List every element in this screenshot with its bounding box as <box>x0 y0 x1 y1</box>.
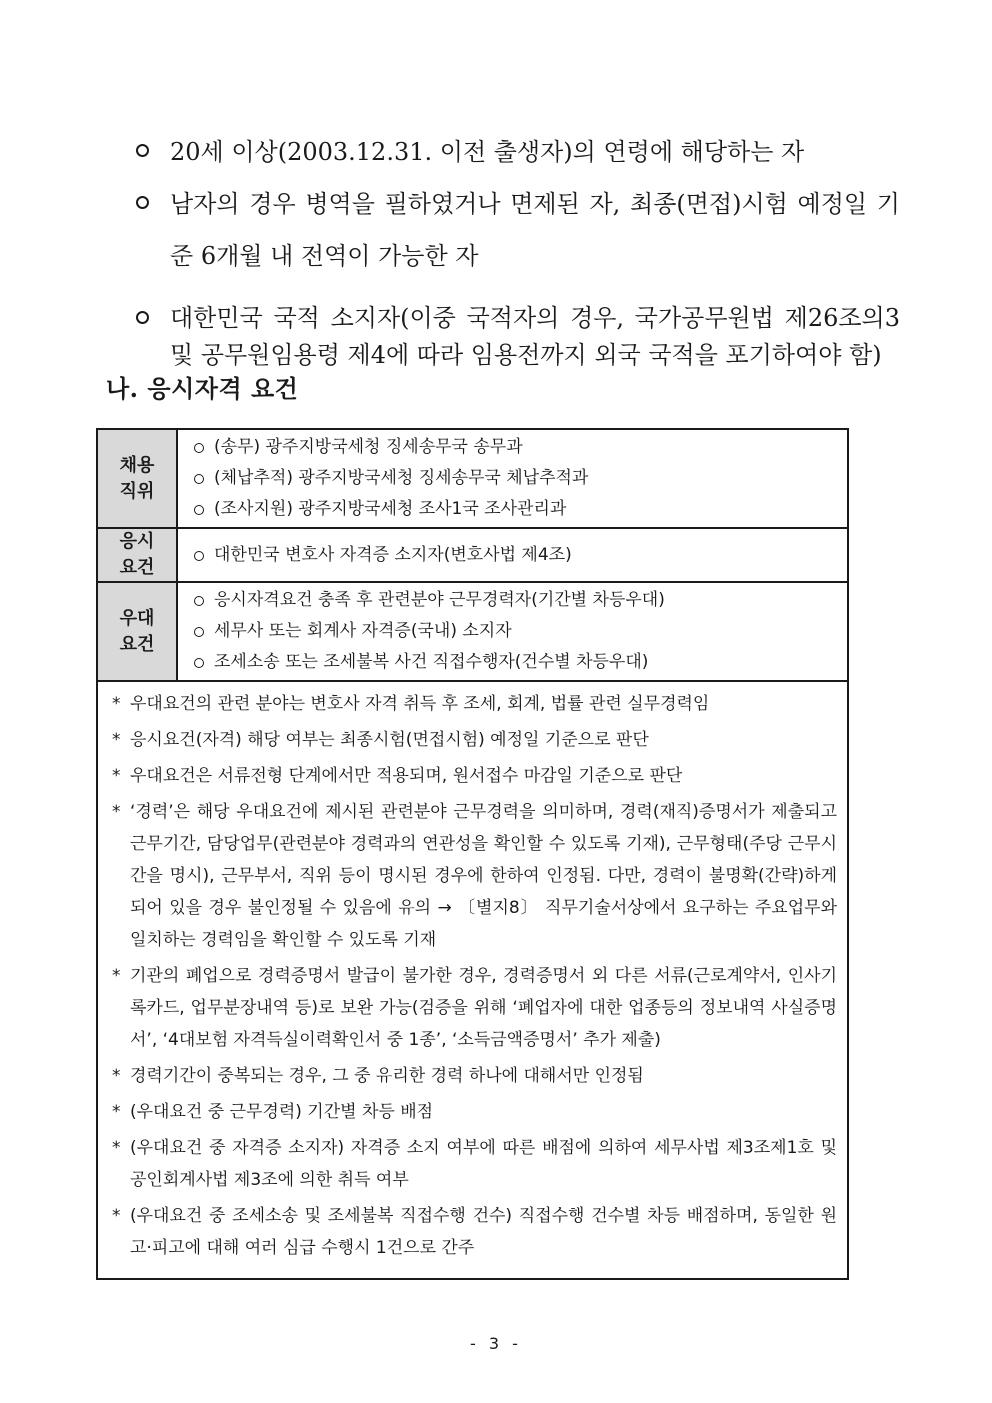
list-item <box>190 647 837 678</box>
list-item <box>190 585 837 616</box>
row-content-preference <box>177 582 848 681</box>
item-text: 세무사 또는 회계사 자격증(국내) 소지자 <box>214 621 512 641</box>
table-row-preference <box>97 582 848 681</box>
qualification-item <box>136 300 900 374</box>
qualification-item <box>136 178 900 282</box>
note-text: 응시요건(자격) 해당 여부는 최종시험(면접시험) 예정일 기준으로 판단 <box>130 730 649 750</box>
row-label-line: 채용 <box>119 454 155 476</box>
table-row-position <box>97 429 848 528</box>
circle-bullet-icon <box>194 596 204 606</box>
item-text: (송무) 광주지방국세청 징세송무국 송무과 <box>214 437 523 457</box>
list-item <box>190 494 837 525</box>
list-item <box>190 616 837 647</box>
qualification-item <box>136 126 900 178</box>
note-item <box>112 1060 837 1092</box>
row-label-line: 직위 <box>119 480 155 502</box>
circle-bullet-icon <box>136 196 149 209</box>
note-item <box>112 724 837 756</box>
row-label-line: 우대 <box>119 607 155 629</box>
row-label-position <box>97 429 177 528</box>
table-row-eligibility <box>97 528 848 582</box>
note-text: (우대요건 중 자격증 소지자) 자격증 소지 여부에 따른 배점에 의하여 세무사법 제3조제1호 및 공인회계사법 제3조에 의한 취득 여부 <box>130 1138 837 1190</box>
circle-bullet-icon <box>136 311 149 324</box>
qualification-list <box>136 126 900 374</box>
note-text: 경력기간이 중복되는 경우, 그 중 유리한 경력 하나에 대해서만 인정됨 <box>130 1066 644 1086</box>
note-item <box>112 760 837 792</box>
note-item <box>112 688 837 720</box>
qualification-text: 20세 이상(2003.12.31. 이전 출생자)의 연령에 해당하는 자 <box>170 138 805 166</box>
table-row-notes <box>97 681 848 1279</box>
note-marker: * <box>112 1206 121 1226</box>
circle-bullet-icon <box>194 474 204 484</box>
note-marker: * <box>112 1102 121 1122</box>
row-label-line: 요건 <box>119 557 155 578</box>
note-text: 우대요건의 관련 분야는 변호사 자격 취득 후 조세, 회계, 법률 관련 실무경력임 <box>130 694 710 714</box>
requirements-table <box>96 428 849 1280</box>
note-marker: * <box>112 694 121 714</box>
circle-bullet-icon <box>194 658 204 668</box>
row-label-preference <box>97 582 177 681</box>
row-label-line: 요건 <box>119 633 155 655</box>
circle-bullet-icon <box>194 443 204 453</box>
item-text: 응시자격요건 충족 후 관련분야 근무경력자(기간별 차등우대) <box>214 590 665 610</box>
page-number: - 3 - <box>470 1334 522 1353</box>
note-marker: * <box>112 802 121 822</box>
circle-bullet-icon <box>194 627 204 637</box>
note-text: 우대요건은 서류전형 단계에서만 적용되며, 원서접수 마감일 기준으로 판단 <box>130 766 683 786</box>
item-text: (체납추적) 광주지방국세청 징세송무국 체납추적과 <box>214 468 589 488</box>
note-marker: * <box>112 1138 121 1158</box>
item-text: 조세소송 또는 조세불복 사건 직접수행자(건수별 차등우대) <box>214 652 649 672</box>
item-text: (조사지원) 광주지방국세청 조사1국 조사관리과 <box>214 499 567 519</box>
note-text: (우대요건 중 근무경력) 기간별 차등 배점 <box>130 1102 434 1122</box>
list-item <box>190 540 837 571</box>
note-marker: * <box>112 1066 121 1086</box>
qualification-text: 남자의 경우 병역을 필하였거나 면제된 자, 최종(면접)시험 예정일 기준 6개월 내 전역이 가능한 자 <box>170 190 900 270</box>
notes-cell <box>97 681 848 1279</box>
note-marker: * <box>112 766 121 786</box>
circle-bullet-icon <box>194 551 204 561</box>
circle-bullet-icon <box>136 144 149 157</box>
note-item <box>112 1200 837 1264</box>
item-text: 대한민국 변호사 자격증 소지자(변호사법 제4조) <box>214 544 572 565</box>
list-item <box>190 463 837 494</box>
row-label-line: 응시 <box>119 531 155 552</box>
note-item <box>112 1132 837 1196</box>
section-heading: 나. 응시자격 요건 <box>106 374 299 403</box>
note-text: 기관의 폐업으로 경력증명서 발급이 불가한 경우, 경력증명서 외 다른 서류(근로계약서, 인사기록카드, 업무분장내역 등)로 보완 가능(검증을 위해 ‘폐업자에 대한 업종등의 정보내역 사실증명서’, ‘4대보험 자격득실이력확인서 중 1종’, ‘소득금액증명서’ 추가 제출) <box>130 966 837 1050</box>
row-label-eligibility <box>97 528 177 582</box>
note-marker: * <box>112 730 121 750</box>
qualification-text: 대한민국 국적 소지자(이중 국적자의 경우, 국가공무원법 제26조의3 및 공무원임용령 제4에 따라 임용전까지 외국 국적을 포기하여야 함) <box>170 304 900 369</box>
row-content-position <box>177 429 848 528</box>
note-text: ‘경력’은 해당 우대요건에 제시된 관련분야 근무경력을 의미하며, 경력(재직)증명서가 제출되고 근무기간, 담당업무(관련분야 경력과의 연관성을 확인할 수 있도록 기재), 근무형태(주당 근무시간을 명시), 근무부서, 직위 등이 명시된 경우에 한하여 인정됨. 다만, 경력이 불명확(간략)하게 되어 있을 경우 불인정될 수 있음에 유의 → 〔별지8〕 직무기술서상에서 요구하는 주요업무와 일치하는 경력임을 확인할 수 있도록 기재 <box>130 802 837 950</box>
note-item <box>112 960 837 1056</box>
note-text: (우대요건 중 조세소송 및 조세불복 직접수행 건수) 직접수행 건수별 차등 배점하며, 동일한 원고·피고에 대해 여러 심급 수행시 1건으로 간주 <box>130 1206 837 1258</box>
note-item <box>112 1096 837 1128</box>
note-item <box>112 796 837 956</box>
circle-bullet-icon <box>194 505 204 515</box>
note-marker: * <box>112 966 121 986</box>
list-item <box>190 432 837 463</box>
row-content-eligibility <box>177 528 848 582</box>
